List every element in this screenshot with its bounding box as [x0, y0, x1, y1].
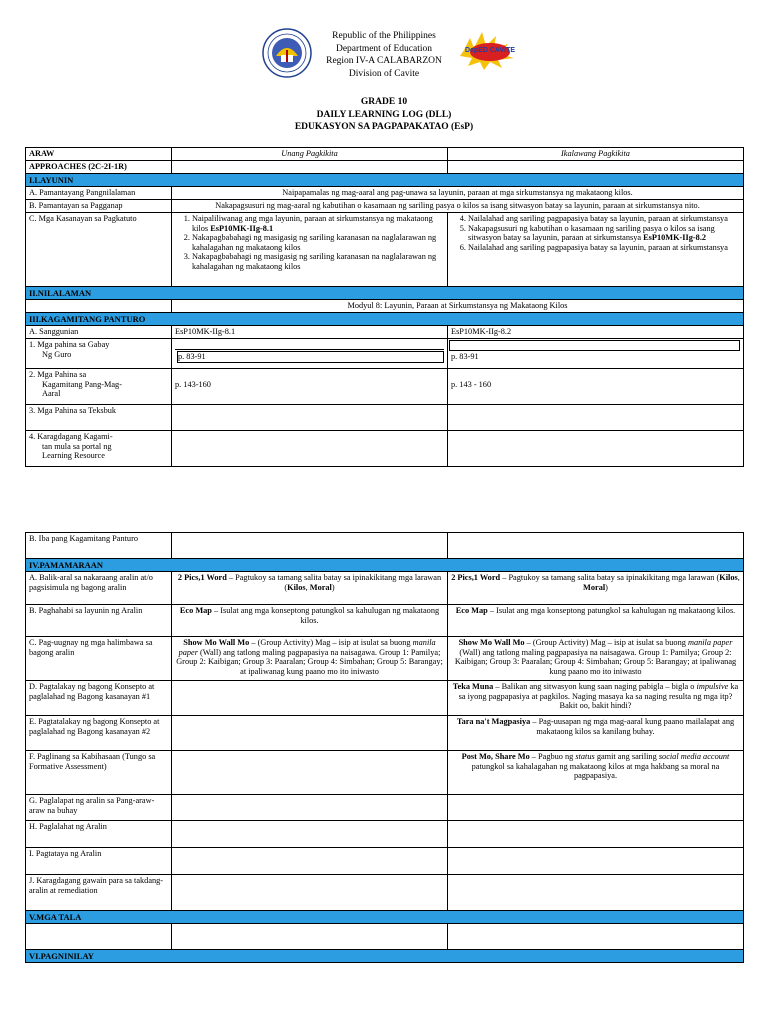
proc-g-day2 [448, 795, 744, 821]
section-mga-tala: V.MGA TALA [26, 911, 744, 924]
row-c-day2 [448, 213, 744, 287]
proc-a-day1: 2 Pics,1 Word – Pagtukoy sa tamang salita batay sa ipinakikitang mga larawan (Kilos, Moral) [172, 572, 448, 605]
proc-f-label: F. Paglinang sa Kabihasaan (Tungo sa Formative Assessment) [26, 751, 172, 795]
proc-a-day2: 2 Pics,1 Word – Pagtukoy sa tamang salita batay sa ipinakikitang mga larawan (Kilos, Moral) [448, 572, 744, 605]
header-line-2: Department of Education [335, 43, 433, 54]
approaches-label: APPROACHES (2C-2I-1R) [26, 161, 172, 174]
proc-a-label: A. Balik-aral sa nakaraang aralin at/o pagsisimula ng bagong aralin [26, 572, 172, 605]
karagdagang-day1 [172, 431, 448, 467]
header-line-1: Republic of the Philippines [332, 31, 436, 41]
tala-day1 [172, 924, 448, 950]
karagdagang-day2 [448, 431, 744, 467]
proc-f-day2: Post Mo, Share Mo – Pagbuo ng status gamit ang sariling social media account patungkol sa kahalagahan ng makataong kilos at mga hakbang sa moral na pagpapasiya. [448, 751, 744, 795]
approaches-day1 [172, 161, 448, 174]
gabay-label: 1. Mga pahina sa Gabay Ng Guro [26, 339, 172, 369]
iba-label: B. Iba pang Kagamitang Panturo [26, 533, 172, 559]
section-layunin: I.LAYUNIN [26, 174, 744, 187]
competency-item-1: 1. Naipaliliwanag ang mga layunin, paraan at sirkumstansya ng makataong kilos EsP10MK-IIg-8.1 [192, 214, 444, 233]
proc-h-label: H. Paglalahat ng Aralin [26, 821, 172, 848]
proc-e-day2: Tara na't Magpasiya – Pag-uusapan ng mga mag-aaral kung paano mailalapat ang makataong kilos sa kanilang buhay. [448, 716, 744, 751]
row-a-text: Naipapamalas ng mag-aaral ang pag-unawa sa layunin, paraan at mga sirkumstansya ng makataong kilos. [172, 187, 744, 200]
karagdagang-kagamitan-label: 4. Karagdagang Kagami- tan mula sa portal ng Learning Resource [26, 431, 172, 467]
row-c-day1 [172, 213, 448, 287]
row-a-label: A. Pamantayang Pangnilalaman [26, 187, 172, 200]
competency-item-6: 6. Nailalahad ang sariling pagpapasiya batay sa layunin, paraan at sirkumstansya [468, 243, 740, 253]
proc-b-day2: Eco Map – Isulat ang mga konseptong patungkol sa kahulugan ng makataong kilos. [448, 605, 744, 637]
tala-day2 [448, 924, 744, 950]
deped-cavite-logo [456, 28, 520, 72]
header-line-3: Region IV-A CALABARZON [326, 56, 442, 66]
competency-item-2: 2. Nakapagbabahagi ng masigasig ng sariling karanasan na naglalarawan ng kahalagahan ng makataong kilos [192, 233, 444, 252]
proc-b-day1: Eco Map – Isulat ang mga konseptong patungkol sa kahulugan ng makataong kilos. [172, 605, 448, 637]
teksbuk-day2 [448, 405, 744, 431]
competency-item-5: 5. Nakapagsusuri ng kabutihan o kasamaan ng sariling pasya o kilos sa isang sitwasyon batay sa layunin, paraan at sirkumstansya EsP10MK-IIg-8.2 [468, 224, 740, 243]
nilalaman-label-cell [26, 300, 172, 313]
proc-e-label: E. Pagtatalakay ng bagong Konsepto at paglalahad ng Bagong kasanayan #2 [26, 716, 172, 751]
section-kagamitan: III.KAGAMITANG PANTURO [26, 313, 744, 326]
header-line-4: Division of Cavite [348, 68, 420, 79]
row-b-label: B. Pamantayan sa Pagganap [26, 200, 172, 213]
row-c-label: C. Mga Kasanayan sa Pagkatuto [26, 213, 172, 287]
proc-d-day2: Teka Muna – Balikan ang sitwasyon kung saan naging pabigla – bigla o impulsive ka sa iyong pagpapasiya at pagkilos. Naging masaya ka sa naging resulta ng mga itp? Bakit oo, bakit hindi? [448, 681, 744, 716]
dll-table-1 [25, 147, 744, 467]
title-log: DAILY LEARNING LOG (DLL) [316, 109, 452, 120]
section-pagninilay: VI.PAGNINILAY [26, 950, 744, 963]
section-nilalaman: II.NILALAMAN [26, 287, 744, 300]
proc-c-day1: Show Mo Wall Mo – (Group Activity) Mag – isip at isulat sa buong manila paper (Wall) ang tatlong maling pagpapasiya na naisagawa. Group 1: Pamilya; Group 2: Kaibigan; Group 3: Paaralan; Group 4: Simbahan; Group 5: Barangay; at ipaliwanag kung paano mo ito iniwasto [172, 637, 448, 681]
gabay-day1: p. 83-91 [172, 339, 448, 369]
proc-j-day2 [448, 875, 744, 911]
araw-label: ARAW [26, 148, 172, 161]
nilalaman-text: Modyul 8: Layunin, Paraan at Sirkumstansya ng Makataong Kilos [172, 300, 744, 313]
proc-h-day2 [448, 821, 744, 848]
proc-i-day2 [448, 848, 744, 875]
proc-d-label: D. Pagtalakay ng bagong Konsepto at paglalahad ng Bagong kasanayan #1 [26, 681, 172, 716]
row-b-text: Nakapagsusuri ng mag-aaral ng kabutihan o kasamaan ng sariling pasya o kilos sa isang sitwasyon batay sa layunin, paraan at sirkumstansya nito. [172, 200, 744, 213]
kagamitan-mag-aaral-label: 2. Mga Pahina sa Kagamitang Pang-Mag- Aaral [26, 369, 172, 405]
teksbuk-label: 3. Mga Pahina sa Teksbuk [26, 405, 172, 431]
proc-g-label: G. Paglalapat ng aralin sa Pang-araw-araw na buhay [26, 795, 172, 821]
iba-day2 [448, 533, 744, 559]
logo-text: DepED CAVITE [464, 47, 516, 54]
proc-d-day1 [172, 681, 448, 716]
dll-table-2 [25, 532, 744, 963]
iba-day1 [172, 533, 448, 559]
sanggunian-day1: EsP10MK-IIg-8.1 [172, 326, 448, 339]
section-pamamaraan: IV.PAMAMARAAN [26, 559, 744, 572]
sanggunian-day2: EsP10MK-IIg-8.2 [448, 326, 744, 339]
sanggunian-label: A. Sanggunian [26, 326, 172, 339]
proc-i-label: I. Pagtataya ng Aralin [26, 848, 172, 875]
competency-item-4: 4. Nailalahad ang sariling pagpapasiya batay sa layunin, paraan at sirkumstansya [468, 214, 740, 224]
approaches-day2 [448, 161, 744, 174]
day2-header: Ikalawang Pagkikita [448, 148, 744, 161]
competency-item-3: 3. Nakapagbabahagi ng masigasig ng sariling karanasan na naglalarawan ng kahalagahan ng makataong kilos [192, 252, 444, 271]
proc-c-label: C. Pag-uugnay ng mga halimbawa sa bagong aralin [26, 637, 172, 681]
teksbuk-day1 [172, 405, 448, 431]
proc-g-day1 [172, 795, 448, 821]
title-subject: EDUKASYON SA PAGPAPAKATAO (EsP) [294, 122, 474, 132]
day1-header: Unang Pagkikita [172, 148, 448, 161]
proc-j-day1 [172, 875, 448, 911]
proc-c-day2: Show Mo Wall Mo – (Group Activity) Mag – isip at isulat sa buong manila paper (Wall) ang tatlong maling pagpapasiya na naisagawa. Group 1: Pamilya; Group 2: Kaibigan; Group 3: Paaralan; Group 4: Simbahan; Group 5: Barangay; at ipaliwanag kung paano mo ito iniwasto [448, 637, 744, 681]
kagamitan-day1: p. 143-160 [172, 369, 448, 405]
proc-i-day1 [172, 848, 448, 875]
tala-label-cell [26, 924, 172, 950]
gabay-day2: p. 83-91 [448, 339, 744, 369]
title-grade: GRADE 10 [360, 97, 408, 107]
kagamitan-day2: p. 143 - 160 [448, 369, 744, 405]
proc-j-label: J. Karagdagang gawain para sa takdang-aralin at remediation [26, 875, 172, 911]
proc-b-label: B. Paghahabi sa layunin ng Aralin [26, 605, 172, 637]
proc-e-day1 [172, 716, 448, 751]
proc-f-day1 [172, 751, 448, 795]
proc-h-day1 [172, 821, 448, 848]
